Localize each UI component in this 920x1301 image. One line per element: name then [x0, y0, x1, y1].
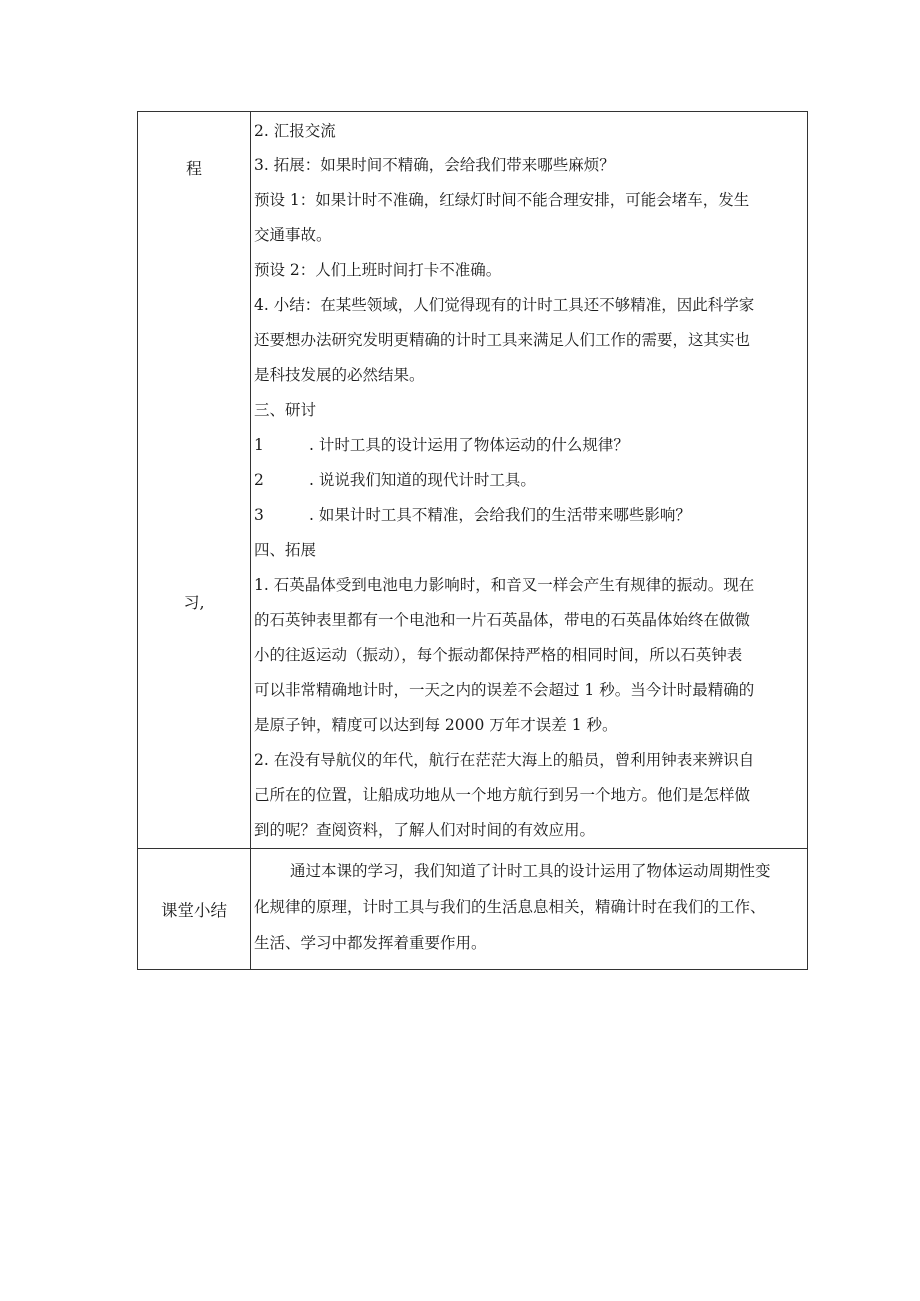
question-text: . 计时工具的设计运用了物体运动的什么规律？: [309, 436, 629, 454]
text-line: 预设 1：如果计时不准确，红绿灯时间不能合理安排，可能会堵车，发生: [254, 191, 750, 209]
text-line: 到的呢？查阅资料，了解人们对时间的有效应用。: [254, 821, 596, 839]
question-item: [254, 463, 807, 498]
question-text: . 说说我们知道的现代计时工具。: [309, 471, 536, 489]
process-label-top: 程: [185, 159, 202, 178]
summary-row: [138, 848, 807, 969]
question-item: [254, 498, 807, 533]
process-label-bottom: 习,: [183, 593, 205, 612]
text-line: 交通事故。: [254, 226, 332, 244]
question-number: 1: [254, 436, 264, 454]
section-heading: 三、研讨: [254, 401, 317, 419]
text-line: 己所在的位置，让船成功地从一个地方航行到另一个地方。他们是怎样做: [254, 786, 751, 804]
question-item: [254, 428, 807, 463]
summary-line: 化规律的原理，计时工具与我们的生活息息相关，精确计时在我们的工作、: [254, 898, 766, 916]
text-line: 的石英钟表里都有一个电池和一片石英晶体，带电的石英晶体始终在做微: [254, 611, 751, 629]
text-line: 是原子钟，精度可以达到每 2000 万年才误差 1 秒。: [254, 716, 618, 734]
text-line: 是科技发展的必然结果。: [254, 366, 425, 384]
process-row: [138, 112, 807, 848]
process-content-cell: [251, 112, 807, 848]
text-line: 3. 拓展：如果时间不精确，会给我们带来哪些麻烦？: [254, 156, 615, 174]
text-line: 2. 汇报交流: [254, 122, 336, 140]
process-label-cell: [138, 112, 251, 848]
question-number: 2: [254, 471, 264, 489]
text-line: 预设 2：人们上班时间打卡不准确。: [254, 261, 502, 279]
summary-content-cell: [251, 849, 807, 969]
lesson-table: [137, 111, 808, 970]
text-line: 4. 小结：在某些领域，人们觉得现有的计时工具还不够精准，因此科学家: [254, 296, 755, 314]
summary-label-cell: [138, 849, 251, 969]
question-number: 3: [254, 506, 264, 524]
question-text: . 如果计时工具不精准，会给我们的生活带来哪些影响？: [309, 506, 691, 524]
text-line: 2. 在没有导航仪的年代，航行在茫茫大海上的船员，曾利用钟表来辨识自: [254, 751, 755, 769]
section-heading: 四、拓展: [254, 541, 317, 559]
text-line: 可以非常精确地计时，一天之内的误差不会超过 1 秒。当今计时最精确的: [254, 681, 755, 699]
text-line: 还要想办法研究发明更精确的计时工具来满足人们工作的需要，这其实也: [254, 331, 751, 349]
summary-line: 通过本课的学习，我们知道了计时工具的设计运用了物体运动周期性变: [290, 862, 771, 880]
summary-line: 生活、学习中都发挥着重要作用。: [254, 934, 487, 952]
text-line: 1. 石英晶体受到电池电力影响时，和音叉一样会产生有规律的振动。现在: [254, 576, 755, 594]
summary-label: 课堂小结: [161, 901, 227, 920]
text-line: 小的往返运动（振动），每个振动都保持严格的相同时间，所以石英钟表: [254, 646, 743, 664]
